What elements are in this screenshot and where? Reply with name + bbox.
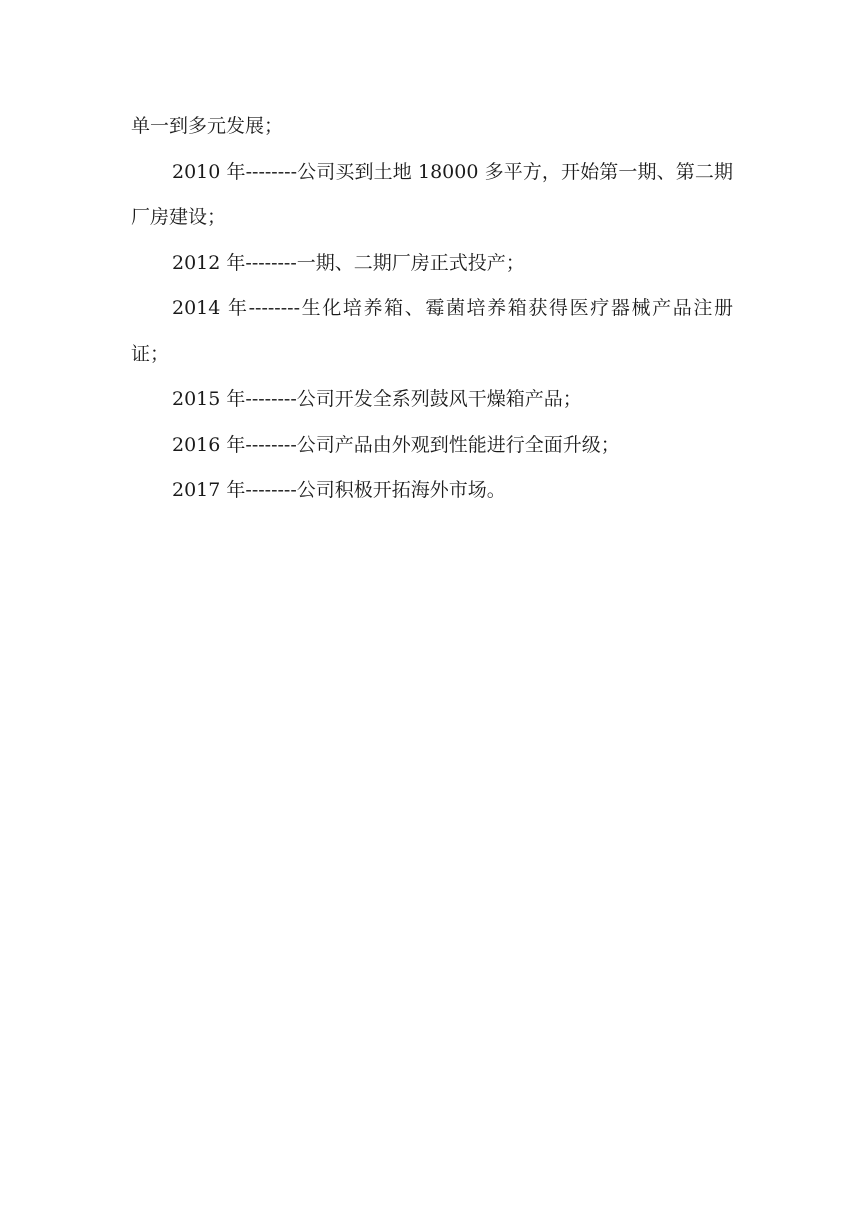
paragraph-2016: 2016 年--------公司产品由外观到性能进行全面升级； (172, 433, 620, 456)
paragraph-2017: 2017 年--------公司积极开拓海外市场。 (172, 479, 506, 501)
paragraph-2015: 2015 年--------公司开发全系列鼓风干燥箱产品； (172, 388, 582, 410)
paragraph-2010: 2010 年--------公司买到土地 18000 多平方，开始第一期、第二期厂房建设； (131, 160, 733, 228)
paragraph-2012: 2012 年--------一期、二期厂房正式投产； (172, 251, 525, 274)
paragraph-continuation: 单一到多元发展； (131, 115, 284, 137)
document-body (131, 104, 733, 514)
paragraph-2014: 2014 年--------生化培养箱、霉菌培养箱获得医疗器械产品注册证； (131, 297, 733, 365)
